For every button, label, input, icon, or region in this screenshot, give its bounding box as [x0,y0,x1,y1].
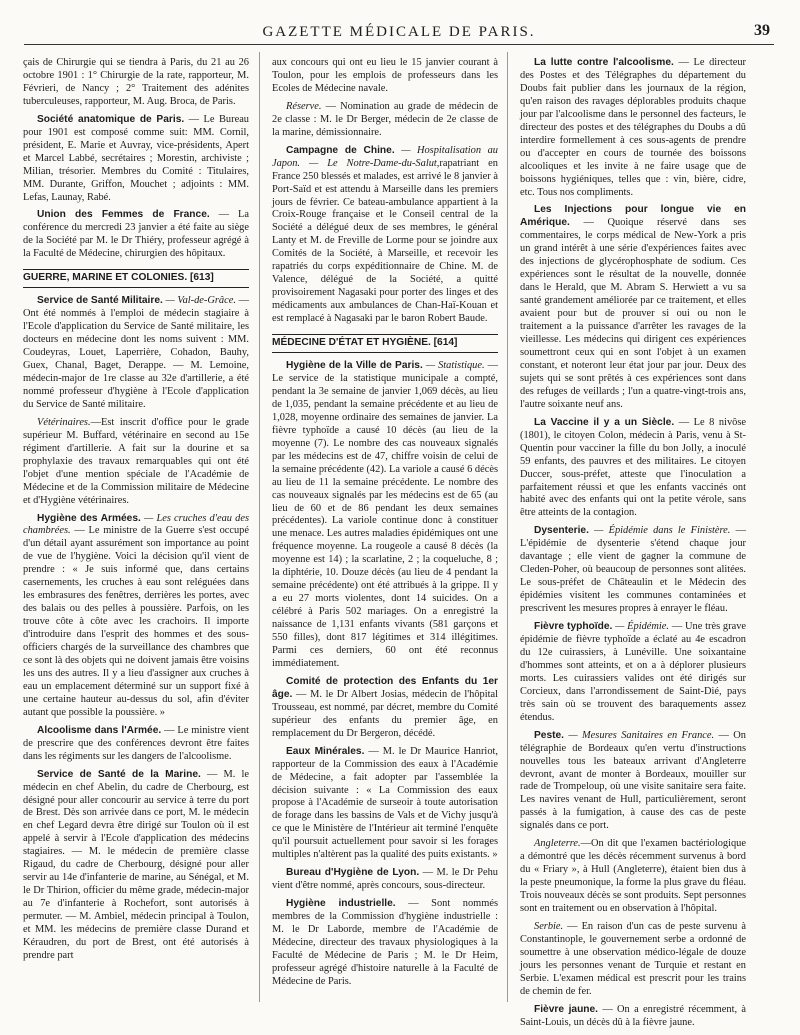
paragraph [23,57,249,109]
news-item [520,525,746,616]
item-heading: Union des Femmes de France. [37,209,210,221]
item-subheading: — Les cruches d'eau des chambrées. [23,512,249,537]
item-heading: Comité de protection des Enfants du 1er âge. [272,675,498,700]
news-item [23,769,249,963]
item-body: — Le ministre de la Guerre s'est occupé d'un détail ayant assurément son importance au point de vue de l'hygiène. Voici la décision qu'il vient de prendre : « Je suis informé que, dans certains casernements, les cruches à eau sont reléguées dans les embrasures des fenêtres, derrières les portes, avec des balais ou des pelles à poussière. Parfois, on les trouve côte à côte avec les crachoirs. Il importe d'introduire dans l'esprit des hommes et des sous-officiers chargés de la surveillance des chambres que ce sont là des objets qui ne doivent jamais être voisins les uns des autres. Il y a lieu d'assigner aux cruches à eau un emplacement déterminé sur un support fixé à une certaine hauteur au-dessus du sol, afin d'éviter autant que possible la poussière. » [23,525,249,718]
column-right [520,57,746,1035]
news-item [23,114,249,205]
item-body: — Quoique réservé dans ses commentaires, le corps médical de New-York a pris un grand intérêt à une série d'expériences faites avec des injections de glycérophosphate de sodium. Ces expériences sont le résultat de la nouvelle, donnée dans le Herald, que M. Abram S. Herwiett a vu sa santé grandement améliorée par ce traitement, et elles avaient pour but de prouver si oui ou non le traitement a la puissance d'arrêter les ravages de la vieillesse. Les médecins qui dirigent ces expériences soumettront ceux qui en sont l'objet à un examen constant, et noteront leur état jour par jour. Deux des sujets qui se sont prêtés à ces expériences sont dans des refuges de veillards ; l'un a quatre-vingt-trois ans, l'autre soixante neuf ans. [520,217,746,410]
item-body: — M. le Dr Pehu vient d'être nommé, après concours, sous-directeur. [272,867,498,892]
column-rule [507,52,508,1002]
item-heading: Hygiène industrielle. [286,898,396,910]
item-body: — L'épidémie de dysenterie s'étend chaque jour davantage ; elle vient de gagner la commune de Cleden-Poher, où beaucoup de personnes sont alitées. Le sous-préfet de Châteaulin et le Médecin des épidémies visitent les communes contaminées et prescrivent les mesures propres à enrayer le fléau. [520,525,746,615]
news-item [272,101,498,140]
item-body: — M. le médecin en chef Abelin, du cadre de Cherbourg, est désigné pour aller concourir au service à terre du port de Brest. Dès son arrivée dans ce port, M. le médecin en chef Legard devra être dirigé sur Toulon où il est appelé à servir à l'Ecole d'application des médecins stagiaires. — M. le médecin de première classe Rigaud, du cadre de Cherbourg, désigné pour aller servir au 14e d'infanterie de marine, au Sénégal, et M. le Dr Thirion, officier du même grade, médecin-major au 7e d'infanterie à Rochefort, sont autorisés à permuter. — M. Ambiel, médecin principal à Toulon, et MM. les médecins de première classe Durand et Kéraudren, du port de Brest, ont été autorisés à prendre part [23,768,249,961]
item-body: —Est inscrit d'office pour le grade supérieur M. Buffard, vétérinaire en second au 15e régiment d'artillerie. A fait sur la dourine et sa prophylaxie des travaux remarquables qui ont été l'objet d'une mention spéciale de l'Académie de Médecine et de la Commission militaire de Médecine et d'Hygiène vétérinaires. [23,416,249,506]
item-subheading: Angleterre. [534,838,581,850]
news-item [520,921,746,999]
news-item [520,57,746,199]
news-item [23,209,249,261]
news-item [272,676,498,741]
item-heading: Campagne de Chine. [286,144,395,156]
item-subheading: — Mesures Sanitaires en France. [564,729,715,741]
item-subheading: Vétérinaires. [37,416,91,428]
item-subheading: Serbie. [534,921,564,932]
news-item [520,621,746,725]
item-body: — Ont été nommés à l'emploi de médecin stagiaire à l'Ecole d'application du Service de Santé militaire, les docteurs en médecine dont les noms suivent : MM. Coudeyras, Louet, Laperrière, Cohadon, Bauhy, Guex, Chanal, Baget, Derappe. — M. Lemoine, médecin-major de 1re classe au 32e d'artillerie, a été nommé professeur d'hygiène à l'Ecole d'application du Service de Santé militaire. [23,295,249,410]
column-left [23,57,249,968]
item-body: —On dit que l'examen bactériologique a démontré que les décès récemment survenus à bord du « Friary », à Hull (Angleterre), étaient bien dus à la peste pneumonique, la forme la plus grave du fléau. Trois nouveaux décès se sont produits. Sept personnes sont en traitement ou en observation à l'hôpital. [520,838,746,915]
item-heading: Peste. [534,729,565,741]
item-body: — Une très grave épidémie de fièvre typhoïde a éclaté au 4e escadron du 12e cuirassiers, à Lunéville. Une soixantaine d'hommes sont atteints, et on a à déplorer plusieurs morts. Les cuirassiers valides ont été dirigés sur Corcieux, dans l'arrondissement de Saint-Dié, pays très sain où se trouvent des baraquements assez étendus. [520,621,746,723]
item-heading: Hygiène des Armées. [37,512,141,524]
journal-title: GAZETTE MÉDICALE DE PARIS. [262,24,536,40]
item-body: — On a enregistré récemment, à Saint-Louis, un décès dû à la fièvre jaune. [520,1003,746,1028]
news-item [272,898,498,989]
news-item [272,746,498,863]
item-body: — En raison d'un cas de peste survenu à Constantinople, le gouvernement serbe a ordonné de soumettre à une observation médico-légale de douze jours les personnes venant de Turquie et restant en Serbie. L'examen médical est prescrit pour les trains de chemin de fer. [520,921,746,997]
column-rule [259,52,260,1002]
item-body: — Le Bureau pour 1901 est composé comme suit: MM. Cornil, président, E. Marie et Auvray, vice-présidents, Apert et Marcel Labbé, secrétaires ; Morestin, archiviste ; Milian, trésorier. Membres du Comité : Titulaires, MM. Durante, Griffon, Mouchet ; adjoints : MM. Lefas, Launay, Rabé. [23,113,249,203]
item-body: — La conférence du mercredi 23 janvier a été faite au siège de la Société par M. le Dr Thiéry, professeur agrégé à la Faculté de Médecine, chirurgien des hôpitaux. [23,209,249,260]
item-heading: Fièvre jaune. [534,1003,599,1015]
item-heading: Dysenterie. [534,525,589,537]
news-item [23,513,249,720]
item-heading: La lutte contre l'alcoolisme. [534,57,674,68]
news-item [272,145,498,326]
item-heading: Bureau d'Hygiène de Lyon. [286,867,420,879]
item-subheading: Réserve. [286,100,322,112]
item-heading: Service de Santé Militaire. [37,295,163,307]
item-body: — Le 8 nivôse (1801), le citoyen Colon, médecin à Paris, venu à St-Quentin pour vacciner la fille du bon Jolly, a inoculé 59 enfants, des pauvres et des militaires. Le citoyen Duccer, sous-préfet, atteste que l'inoculation a parfaitement réussi et que les enfants vaccinés ont habité avec des enfants qui ont la petite vérole, sans être atteints de la contagion. [520,416,746,519]
item-body: — Sont nommés membres de la Commission d'hygiène industrielle : M. le Dr Laborde, membre de l'Académie de Médecine, directeur des travaux physiologiques à la Faculté de Médecine de Paris ; M. le Dr Heim, professeur agrégé d'histoire naturelle à la Faculté de Médecine de Paris. [272,898,499,987]
paragraph-text: aux concours qui ont eu lieu le 15 janvier courant à Toulon, pour les emplois de professeurs dans les Ecoles de Médecine navale. [272,57,498,94]
news-item [23,417,249,508]
news-item [520,204,746,411]
news-item [520,1004,746,1030]
news-item [520,838,746,916]
item-subheading: — Val-de-Grâce. [162,295,236,307]
item-subheading: — Épidémie dans le Finistère. [588,525,731,537]
item-heading: Alcoolisme dans l'Armée. [37,724,162,736]
item-body: — Nomination au grade de médecin de 2e classe : M. le Dr Berger, médecin de 2e classe de la marine, démissionnaire. [272,100,498,138]
item-body: — Le directeur des Postes et des Télégraphes du département du Doubs fait publier dans les journaux de la région, qu'en raison des ravages déplorables produits chaque jour par l'alcoolisme dans le personnel des facteurs, le directeur des postes et des télégraphes du Doubs a dû interdire formellement à ces sous-agents de prendre ou d'accepter en cours de tournée des boissons alcooliques et les invite à ne faire usage que de boissons hygiéniques, telles que : vin, bière, cidre, etc. Tous nos compliments. [520,57,746,198]
news-item [272,867,498,893]
item-heading: La Vaccine il y a un Siècle. [534,416,675,428]
section-heading: GUERRE, MARINE ET COLONIES. [613] [23,269,249,288]
news-item [23,295,249,412]
item-body: — M. le Dr Albert Josias, médecin de l'hôpital Trousseau, est nommé, par décret, membre du Comité supérieur des enfants du premier âge, en remplacement du Dr Bergeron, décédé. [272,688,498,739]
item-body: — Le service de la statistique municipale a compté, pendant la 3e semaine de janvier 1,069 décès, au lieu de 1,035, pendant la semaine précédente et au lieu de 1,028, moyenne ordinaire des semaines de janvier. La fièvre typhoïde a causé 10 décès (au lieu de la moyenne (7). Le nombre des cas nouveaux signalés par les médecins est de 47, chiffre voisin de celui de la semaine précédente (42). La variole a causé 6 décès au lieu de 11 la semaine précédente. Le nombre des cas nouveaux signalés par les médecins est de 65 (au lieu de 60 et de 86 pendant les deux semaines précédentes). La variole continue donc à constituer une menace. Les autres maladies épidémiques ont une fréquence moyenne. La rougeole a causé 8 décès (la moyenne est 14) ; la scarlatine, 2 ; la coqueluche, 8 ; la diphtérie, 10. Douze décès (au lieu de 4 pendant la semaine précédente) ont été attribués à la grippe. Il y a eu 27 morts violentes, dont 14 suicides. On a célébré à Paris 502 mariages. On a enregistré la naissance de 1,131 enfants vivants (581 garçons et 550 filles), dont 817 légitimes et 314 illégitimes. Parmi ces derniers, 60 ont été reconnus immédiatement. [272,360,499,669]
item-heading: Fièvre typhoïde. [534,621,613,633]
item-heading: Service de Santé de la Marine. [37,768,201,780]
paragraph-text: çais de Chirurgie qui se tiendra à Paris, du 21 au 26 octobre 1901 : 1° Chirurgie de la rate, rapporteur, M. Févrieri, de Nancy ; 2° Traitement des adénites tuberculeuses, rapporteur, M. Aug. Broca, de Paris. [23,57,249,107]
item-heading: Société anatomique de Paris. [37,113,185,125]
column-middle [272,57,498,994]
news-item [520,417,746,521]
news-item [23,725,249,764]
item-heading: Eaux Minérales. [286,745,365,757]
paragraph [272,57,498,96]
news-item [520,730,746,834]
page-number: 39 [754,22,770,39]
page-header [24,18,774,45]
item-body: rapatriant en France 250 blessés et malades, est arrivé le 8 janvier à Port-Saïd et est attendu à Marseille dans les premiers jours de février. Ce bateau-ambulance appartient à la Croix-Rouge française et le Conseil central de la Société a délégué deux de ses membres, le général Lanty et M. de Freville de Lorme pour se joindre aux Comités de la Société, à Marseille, et recevoir les rapatriés du corps expéditionnaire de Chine. M. de Valence, délégué de la Société, a quitté provisoirement Nagasaki pour porter des linges et des médicaments aux ambulances de Chan-Haï-Kouan et est remplacé à Nagasaki par le baron Robert Baude. [272,157,498,325]
item-heading: Hygiène de la Ville de Paris. [286,360,423,372]
item-body: — M. le Dr Maurice Hanriot, rapporteur de la Commission des eaux à l'Académie de Médecine, a fait adopter par l'assemblée la décision suivante : « La Commission des eaux propose à l'Académie de surseoir à toute autorisation de forage dans les bassins de Vals et de Vichy jusqu'à ce que le Ministère de l'Intérieur ait terminé l'enquête qu'il poursuit actuellement pour savoir si les forages multiples n'altèrent pas la qualité des puits existants. » [272,745,498,861]
item-subheading: — Statistique. [422,360,485,372]
item-subheading: — Hospitalisation au Japon. — Le Notre-Dame-du-Salut, [272,144,498,169]
item-subheading: — Épidémie. [612,621,670,633]
news-item [272,360,498,671]
section-heading: MÉDECINE D'ÉTAT ET HYGIÈNE. [614] [272,334,498,353]
item-body: — On télégraphie de Bordeaux qu'en vertu d'instructions nouvelles tous les bateaux arrivant d'Angleterre devront, avant de monter à Bordeaux, mouiller sur rade de Trompeloup, où une visite sanitaire sera faite. Les navires venant de Hull, particulièrement, seront passés à la fumigation, à cause des cas de peste signalés dans ce port. [520,729,746,832]
item-heading: Les Injections pour longue vie en Amérique. [520,204,746,229]
item-body: — Le ministre vient de prescrire que des conférences devront être faites dans les régiments sur les dangers de l'alcoolisme. [23,724,249,762]
